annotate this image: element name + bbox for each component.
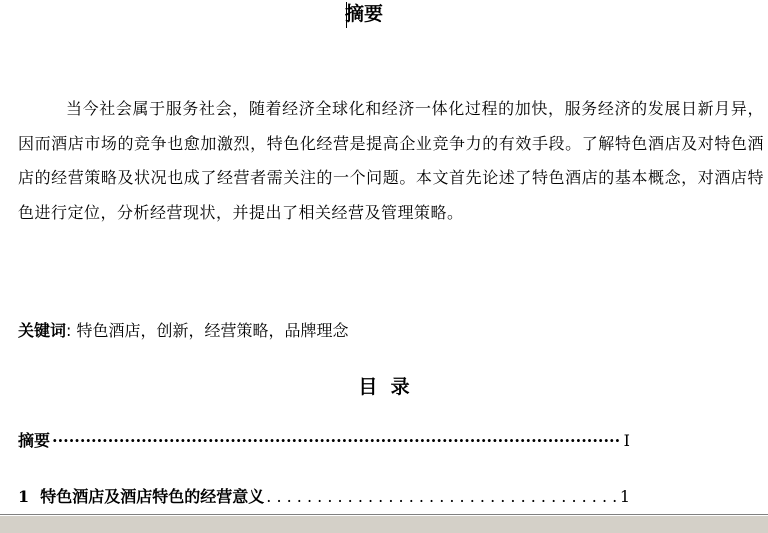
keywords-line	[18, 318, 349, 344]
toc-dot-leader	[52, 430, 620, 452]
abstract-title: 摘要	[345, 3, 384, 25]
toc-dot-leader	[266, 486, 616, 508]
toc-entry[interactable]	[18, 486, 630, 508]
toc-entry-label: 1 特色酒店及酒店特色的经营意义	[18, 487, 265, 506]
abstract-paragraph: 当今社会属于服务社会，随着经济全球化和经济一体化过程的加快，服务经济的发展日新月异，因而酒店市场的竞争也愈加激烈，特色化经营是提高企业竞争力的有效手段。了解特色酒店及对特色酒店的经营策略及状况也成了经营者需关注的一个问题。本文首先论述了特色酒店的基本概念，对酒店特色进行定位，分析经营现状，并提出了相关经营及管理策略。	[18, 99, 764, 222]
toc-entry[interactable]	[18, 430, 630, 452]
window-status-bar	[0, 514, 768, 533]
keywords-value: 特色酒店，创新，经营策略，品牌理念	[76, 321, 349, 340]
toc-entry-label: 摘要	[18, 431, 51, 450]
keywords-separator: :	[66, 321, 72, 340]
keywords-label: 关键词	[18, 321, 67, 340]
toc-heading: 目 录	[358, 376, 410, 398]
toc-entry-page: 1	[619, 487, 630, 506]
toc-entry-page: I	[623, 431, 630, 450]
